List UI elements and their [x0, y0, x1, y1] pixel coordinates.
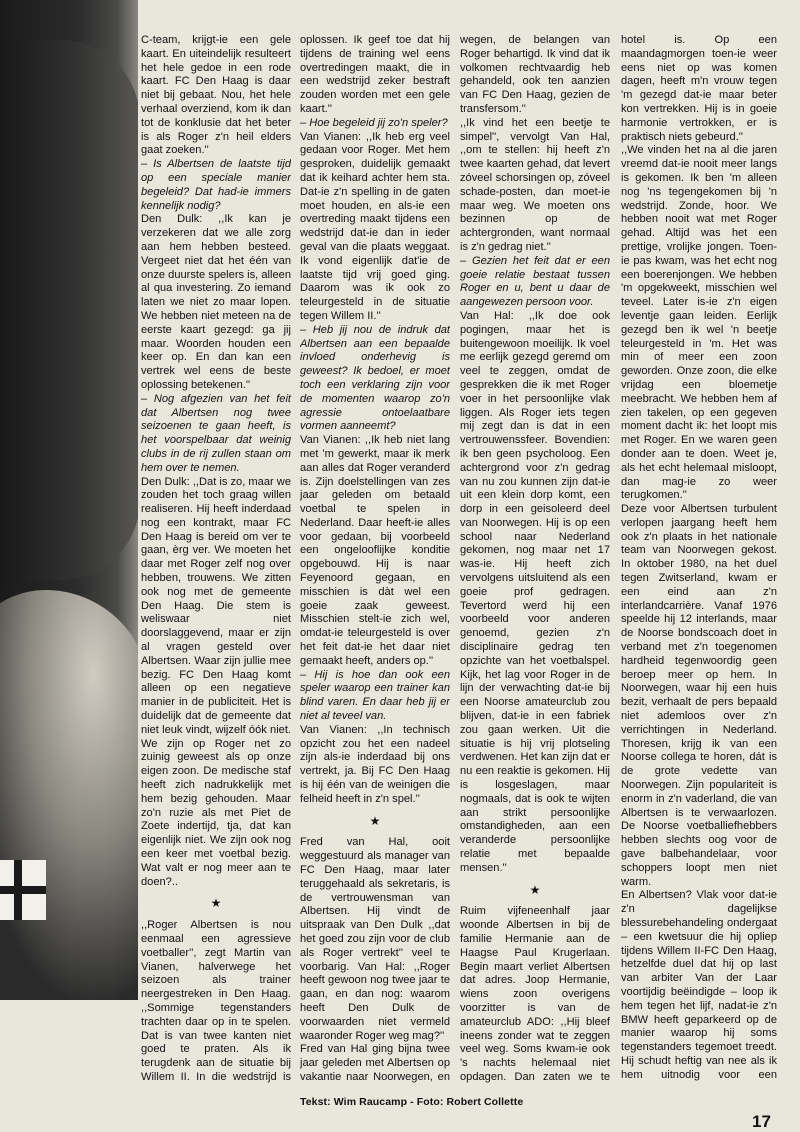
paragraph: Van Vianen: ,,Ik heb niet lang met 'm gewerkt, maar ik merk aan alles dat Roger veranderd is. Zijn doelstellingen van zes jaar geleden om betaald voetbal te spelen in Nederland. Daar heeft-ie alles voor gedaan, bij voorbeeld een ongelooflijke konditie opgebouwd. Hij is naar Feyenoord gegaan, en misschien is dàt wel een goeie zaak geweest. Misschien stelt-ie zich wel, omdat-ie teleurgesteld is over het feit dat-ie het daar niet gemaakt heeft, anders op.'': [300, 434, 450, 667]
text-column-3: [460, 34, 610, 1084]
photo-credit: Tekst: Wim Raucamp - Foto: Robert Collette: [300, 1096, 524, 1108]
paragraph: Ruim vijfeneenhalf jaar woonde Albertsen in bij de familie Hermanie aan de Haagse Paul Krugerlaan. Begin maart verliet Albertsen dat adres. Joop Hermanie, wiens zoon overigens voorzitter is van de amateurclub ADO: ,,Hij bleef ineens zonder wat te zeggen veel weg. Soms kwam-ie ook 's nachts helemaal niet opdagen. Dan zaten we te: [460, 905, 610, 1083]
interview-question: – Hoe begeleid jij zo'n speler?: [300, 116, 448, 129]
interview-question: – Gezien het feit dat er een goeie relatie bestaat tussen Roger en u, bent u daar de aangewezen persoon voor.: [460, 254, 610, 309]
paragraph: ,,Roger Albertsen is nou eenmaal een agressieve voetballer'', zegt Martin van Vianen, halverwege het seizoen als trainer neergestreken in Den Haag. ,,Sommige tegenstanders trachten daar op in te spelen. Dat is van twee kanten niet goed te praten. Als ik terugdenk aan de situatie bij Willem II. In die wedstrijd is: [141, 919, 291, 1083]
page-number: 17: [752, 1112, 771, 1131]
paragraph: Den Dulk: ,,Dat is zo, maar we zouden het toch graag willen realiseren. Hij heeft inderdaad nog een kontrakt, maar FC Den Haag is bereid om ver te gaan, èrg ver. We moeten het daar met Roger zelf nog over hebben, trouwens. We zitten ook nog met de gemeente Den Haag. Die stem is weliswaar niet doorslaggevend, maar er zijn al vragen gesteld over Albertsen. Waar zijn jullie mee bezig. FC Den Haag komt alleen op een negatieve manier in de publiciteit. Het is duidelijk dat de gemeente dat niet leuk vindt, wijzelf óók niet. We zijn op Roger net zo zuinig geweest als op onze eigen zoon. De medische staf heeft zich nadrukkelijk met hem bezig gehouden. Maar zo'n ruzie als met Piet de Zoete indertijd, tja, dat kan eigenlijk niet. We zijn ook nog een keer met voetbal bezig. Wat valt er nog meer aan te doen?..: [141, 475, 291, 888]
photo-face-shadow: [0, 40, 138, 580]
photo-shoulder: [0, 590, 138, 1000]
paragraph: oplossen. Ik geef toe dat hij tijdens de training wel eens overtredingen maakt, die in een wedstrijd zeker bestraft zouden worden met een gele kaart.'': [300, 34, 450, 115]
paragraph: Van Vianen: ,,In technisch opzicht zou het een nadeel zijn als-ie inderdaad bij ons vertrekt, ja. Bij FC Den Haag is hij één van de weinigen die felheid heeft in z'n spel.'': [300, 723, 450, 805]
paragraph: Deze voor Albertsen turbulent verlopen jaargang heeft hem ook z'n plaats in het nationale team van Noorwegen gekost. In oktober 1980, na het duel tegen Zwitserland, kwam er een eind aan z'n interlandcarrière. Vanaf 1976 speelde hij 12 interlands, maar de Noorse bondscoach doet in verband met z'n toegenomen hardheid tegenwoordig geen beroep meer op hem. In Noorwegen, waar hij een huis bezit, verhaalt de pers bepaald niet ademloos over z'n verrichtingen in Nederland. Thoresen, krijg ik van een Noorse collega te horen, dát is de grote vedette van Noorwegen. Zijn populariteit is enorm in z'n vaderland, die van Albertsen is te verwaarlozen. De Noorse voetballiefhebbers hebben slechts oog voor de gave balbehandelaar, voor schoppers loopt men niet warm.: [621, 503, 777, 888]
interview-question: – Is Albertsen de laatste tijd op een speciale manier begeleid? Dat had-ie immers kennelijk nodig?: [141, 158, 291, 212]
paragraph: Fred van Hal, ooit weggestuurd als manager van FC Den Haag, maar later teruggehaald als sekretaris, is de vertrouwensman van Albertsen. Hij vindt de uitspraak van Den Dulk ,,dat het goed zou zijn voor de club als Roger vertrekt'' veel te voorbarig. Van Hal: ,,Roger heeft gewoon nog twee jaar te gaan, en dan nog: waarom heeft Den Dulk de voorwaarden niet vermeld waaronder Roger weg mag?'': [300, 836, 450, 1042]
paragraph: hotel is. Op een maandagmorgen toen-ie weer eens niet op was komen dagen, heeft m'n vrouw tegen 'm gezegd dat-ie maar beter kon vertrekken. Hij is in goeie harmonie vertrokken, er is praktisch niets gebeurd.'': [621, 34, 777, 143]
paragraph: Den Dulk: ,,Ik kan je verzekeren dat we alle zorg aan hem hebben besteed. Vergeet niet dat het één van onze duurste spelers is, alleen al qua investering. Zo iemand laten we niet zo maar lopen. We hebben niet meteen na de eerste kaart gezegd: ga jij maar. Woorden houden een keer op. En dan kan een vertrek wel eens de beste oplossing betekenen.'': [141, 213, 291, 391]
paragraph: ,,We vinden het na al die jaren vreemd dat-ie nooit meer langs is gekomen. Ik ben 'm alleen nog 'ns tegengekomen bij 'n wedstrijd. Zonde, hoor. We hebben nooit wat met Roger gehad. Altijd was het een prettige, vrolijke jongen. Toen-ie pas kwam, was het echt nog een boerenjongen. We hebben 'm opgekweekt, misschien wel teveel. Later is-ie z'n eigen leventje gaan leiden. Eerlijk gezegd ben ik wel 'n beetje teleurgesteld in 'm. Het was min of meer een zoon geworden. Onze zoon, die elke vrijdag een bloemetje meebracht. We hebben hem af zien takelen, op een gegeven moment dacht ik: het loopt mis met Roger. En we waren geen donder aan te doen. Weet je, als het echt helemaal misloopt, dan mag-ie zo weer terugkomen.'': [621, 144, 777, 502]
interview-question: – Nog afgezien van het feit dat Albertsen nog twee seizoenen te gaan heeft, is het voorspelbaar dat weinig clubs in de rij zullen staan om hem over te nemen.: [141, 392, 291, 474]
paragraph: Van Hal: ,,Ik doe ook pogingen, maar het is buitengewoon moeilijk. Ik voel me eerlijk gezegd geremd om veel te zeggen, omdat de gesprekken die ik met Roger voer in het persoonlijke vlak liggen. Als Roger iets tegen mij zegt dan is dat in een vertrouwenssfeer. Bovendien: ik ben geen psycholoog. Een achtergrond voor z'n gedrag van nu zou kunnen zijn dat-ie uit een klein dorp komt, een dorp in een geisoleerd deel van Noorwegen. Hij is op een school naar Nederland gekomen, nog maar net 17 was-ie. Hij heeft zich vervolgens uitsluitend als een goeie prof gedragen. Tevertord werd hij een voorbeeld voor anderen genoemd, gezien z'n disciplinaire gedrag ten opzichte van het voetbalspel. Kijk, het lag voor Roger in de lijn der verwachting dat-ie bij een Noorse amateurclub zou blijven, dat-ie in een fabriek zou gaan werken. Uit die situatie is hij vrij plotseling verdwenen. Het kan zijn dat er nu een reaktie is gekomen. Hij is losgeslagen, maar nogmaals, dat is ook te wijten aan strikt persoonlijke omstandigheden, aan een veranderde persoonlijke relatie met bepaalde mensen.'': [460, 309, 610, 874]
text-column-4: [621, 34, 777, 1084]
text-column-2: [300, 34, 450, 1084]
paragraph: C-team, krijgt-ie een gele kaart. En uiteindelijk resulteert het hele gedoe in een rode kaart. FC Den Haag is daar niet bij gebaat. Nou, het hele verhaal overziend, kom ik dan tot de konklusie dat het beter is als Roger z'n heil elders gaat zoeken.'': [141, 34, 291, 157]
interview-question: – Hij is hoe dan ook een speler waarop een trainer kan blind varen. En daar heb jij er niet al teveel van.: [300, 668, 450, 723]
section-divider-star: ★: [369, 813, 381, 828]
interview-question: – Heb jij nou de indruk dat Albertsen aan een bepaalde invloed onderhevig is geweest? Ik bedoel, er moet toch een verklaring zijn voor de momenten waarop zo'n agressie ontoelaatbare vormen aanneemt?: [300, 323, 450, 433]
paragraph: wegen, de belangen van Roger behartigd. Ik vind dat ik volkomen rechtvaardig heb gehandeld, ook ten aanzien van FC Den Haag, gezien de transfersom.'': [460, 34, 610, 115]
section-divider-star: ★: [529, 882, 541, 897]
section-divider-star: ★: [210, 896, 222, 911]
text-column-1: [141, 34, 291, 1084]
paragraph: Van Vianen: ,,Ik heb erg veel gedaan voor Roger. Met hem gesproken, duidelijk gemaakt dat ik keihard achter hem sta. Dat-ie z'n spelling in de gaten moet houden, en als-ie een overtreding maakt tijdens een wedstrijd dat-ie dan in ieder geval van die plaats weggaat. Ik vond eigenlijk dat'ie de laatste tijd vrij goed ging. Daarom was ik ook zo teleurgesteld in de situatie tegen Willem II.'': [300, 130, 450, 322]
player-photo: [0, 0, 138, 1000]
paragraph: En Albertsen? Vlak voor dat-ie z'n dagelijkse blessurebehandeling ondergaat – een kwetsuur die hij opliep tijdens Willem II-FC Den Haag, hetzelfde duel dat hij op last van arbiter Van der Laar voortijdig beëindigde – loop ik hem tegen het lijf, nadat-ie z'n BMW heeft geparkeerd op de manier waarop hij soms tegenstanders tegemoet treedt. Hij schudt heftig van nee als ik hem uitnodig voor een: [621, 889, 777, 1081]
norwegian-flag-icon: [0, 860, 46, 920]
paragraph: Fred van Hal ging bijna twee jaar geleden met Albertsen op vakantie naar Noorwegen, en: [300, 1043, 450, 1083]
paragraph: ,,Ik vind het een beetje te simpel'', vervolgt Van Hal, ,,om te stellen: hij heeft z'n twee kaarten gehad, dat levert zóveel schorsingen op, zóveel schade-posten, dan moet-ie maar weg. We moeten ons bezinnen op de achtergronden, want normaal is z'n gedrag niet.'': [460, 116, 610, 253]
